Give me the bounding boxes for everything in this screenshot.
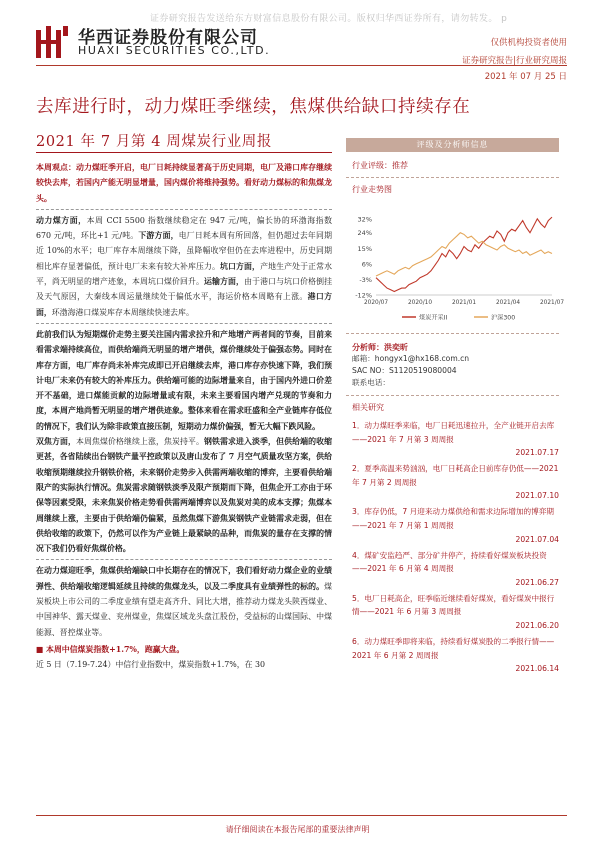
related-report-title[interactable]: 1．动力煤旺季来临，电厂日耗迅速拉升，全产业链开启去库——2021 年 7 月第 3 周周报 <box>352 421 555 444</box>
port-label: 港口方面， <box>36 292 332 317</box>
sidebar-header: 评级及分析师信息 <box>346 138 559 152</box>
related-report-title[interactable]: 5．电厂日耗高企，旺季临近继续看好煤炭，看好煤炭中报行情——2021 年 6 月第 3 周周报 <box>352 593 555 617</box>
subtitle-divider <box>36 152 332 153</box>
company-logo <box>36 26 70 58</box>
analyst-phone: 联系电话： <box>352 378 390 387</box>
bullet-icon: ■ <box>36 644 46 654</box>
section-divider <box>36 323 332 324</box>
related-report-title[interactable]: 4．煤矿安监趋严、部分矿井停产，持续看好煤炭板块投资——2021 年 6 月第 4 周周报 <box>352 550 547 574</box>
related-report[interactable] <box>346 462 559 502</box>
related-report-date: 2021.06.20 <box>515 620 559 630</box>
rating-value: 推荐 <box>392 161 408 170</box>
thermal-coal-text: 本周 CCI 5500 指数继续稳定在 947 元/吨，偏长协的环渤海指数 670 元/吨，环比+1 元/吨。 <box>36 215 332 241</box>
index-bullet-text: 本周中信煤炭指数+1.7%，跑赢大盘。 <box>45 644 185 654</box>
sidebar-divider <box>346 177 559 178</box>
related-report[interactable] <box>346 505 559 545</box>
transport-label: 运输方面， <box>204 277 245 287</box>
x-tick-label: 2020/10 <box>407 300 433 306</box>
rating-label: 行业评级： <box>352 161 392 170</box>
analyst-email[interactable]: 邮箱：hongyx1@hx168.com.cn <box>352 354 470 363</box>
index-text: 近 5 日（7.19-7.24）中信行业指数中，煤炭指数+1.7%，在 30 <box>36 660 266 670</box>
index-paragraph <box>36 657 332 672</box>
coking-coal-paragraph <box>36 434 332 556</box>
y-tick-label: 24% <box>357 229 372 238</box>
downstream-text: 电厂日耗本周有所回落，但仍超过去年同期近 10%的水平；电厂库存本周继续下降，虽降幅收窄但仍在去库进程中，历史同期相比库存显著偏低，预计电厂未来有较大补库压力。 <box>36 231 332 271</box>
pithead-label: 坑口方面， <box>220 261 261 271</box>
series-line <box>376 233 552 276</box>
pithead-text: 产地生产处于正常水平，尚无明显的增产迹象，本周坑口煤价回升。 <box>36 261 332 287</box>
outlook-paragraph <box>36 327 332 434</box>
analyst-sac: SAC NO：S1120519080004 <box>352 366 457 375</box>
related-report[interactable] <box>346 549 559 589</box>
y-tick-label: -12% <box>355 291 372 300</box>
sidebar-divider <box>346 333 559 334</box>
analyst-name: 洪奕昕 <box>384 343 408 352</box>
analyst-label: 分析师： <box>352 343 384 352</box>
sidebar-divider <box>346 395 559 396</box>
recommendation-text: 煤炭板块上市公司的二季度业绩有望走高齐升、同比大增，推荐动力煤龙头陕西煤业、中国神华、露天煤业、兖州煤业，焦煤区域龙头盘江股份，受益标的山煤国际、中煤能源、晋控煤业等。 <box>36 581 332 637</box>
downstream-label: 下游方面， <box>138 231 179 241</box>
section-divider <box>36 209 332 210</box>
watermark: 证券研究报告发送给东方财富信息股份有限公司。版权归华西证券所有，请勿转发。 p <box>150 14 508 24</box>
report-subtitle: 2021 年 7 月第 4 周煤炭行业周报 <box>36 134 272 150</box>
y-tick-label: -3% <box>359 275 372 284</box>
recommendation-paragraph <box>36 563 332 639</box>
x-tick-label: 2021/01 <box>451 300 477 306</box>
report-title: 去库进行时，动力煤旺季继续，焦煤供给缺口持续存在 <box>36 97 471 117</box>
x-tick-label: 2020/07 <box>363 300 389 306</box>
transport-text: 由于港口与坑口价格倒挂及天气原因，大秦线本周运量继续处于偏低水平，海运价格本周略有上涨。 <box>36 277 332 302</box>
y-tick-label: 6% <box>361 260 372 269</box>
thermal-coal-paragraph <box>36 213 332 320</box>
header-divider <box>36 65 567 66</box>
company-name-cn: 华西证券股份有限公司 <box>78 28 258 48</box>
coking-coal-label: 双焦方面， <box>36 437 77 447</box>
main-content <box>36 160 332 673</box>
coking-coal-bold: 钢铁需求进入淡季，但供给端的收缩更甚，各省陆续出台钢铁产量平控政策以及唐山发布了 7 月空气质量攻坚方案，供给收缩预期继续拉升钢铁价格，未来钢价走势步入供需两端收缩的博弈，主要看供给端限产的实际执行情况。焦炭需求随钢铁淡季及限产预期而下降，但焦企开工亦由于环保等因素受限，未来焦炭价格走势看供需两端博弈以及焦炭对美的成本支撑；焦煤本周继续上涨，主要由于供给端仍偏紧，虽然焦煤下游焦炭钢铁产业链需求走弱，但在供给收缩的政策下，仍然可以作为产业链上最紧缺的品种，而焦炭的量存在支撑的情况下我们仍看好焦煤价格。 <box>36 437 332 554</box>
x-tick-label: 2021/04 <box>495 300 521 306</box>
thermal-coal-label: 动力煤方面， <box>36 215 87 225</box>
x-tick-label: 2021/07 <box>539 300 565 306</box>
related-report[interactable] <box>346 635 559 675</box>
outlook-text: 此前我们认为短期煤价走势主要关注国内需求拉升和产地增产两者间的节奏，目前来看需求端持续高位，而供给端尚无明显的增产增供，煤价继续处于偏强态势。同时在库存方面，电厂库存尚未补库完成即已开启继续去库，港口库存亦快速下降，我们预计电厂未来仍有较大的补库压力。供给端可能的边际增量来自，由于国内外进口价差开不基础，进口煤能贡献的边际增量或有限，未来主要看国内增产兑现的节奏和力度，本周产地尚暂无明显的增产增供迹象。整体来看在需求旺盛和全产业链库存低位的情况下，我们认为除非政策直接压制，短期动力煤价偏强，暂无大幅下跌风险。 <box>36 329 332 431</box>
y-tick-label: 15% <box>357 244 372 253</box>
related-report-title[interactable]: 6．动力煤旺季即将来临，持续看好煤炭股的二季报行情——2021 年 6 月第 2 周周报 <box>352 636 555 660</box>
recommendation-bold: 在动力煤迎旺季，焦煤供给端缺口中长期存在的情况下，我们看好动力煤企业的业绩弹性、供给端收缩逻辑延续且持续的焦煤龙头，以及二季度具有业绩弹性的标的。 <box>36 566 332 591</box>
related-report-date: 2021.07.04 <box>515 534 559 544</box>
related-research-list <box>346 419 559 675</box>
related-research-title: 相关研究 <box>352 403 384 412</box>
footer-divider <box>36 815 567 816</box>
port-text: 环渤海港口煤炭库存本周继续快速去库。 <box>51 307 194 317</box>
summary-paragraph <box>36 160 332 206</box>
summary-label: 本周观点： <box>36 163 77 172</box>
related-report-date: 2021.07.17 <box>515 448 559 458</box>
sidebar <box>346 138 565 678</box>
coking-coal-text: 本周焦煤价格继续上涨，焦炭持平。 <box>76 437 205 447</box>
legend-label: 沪深300 <box>491 314 516 322</box>
section-divider <box>36 559 332 560</box>
related-report-date: 2021.06.14 <box>515 664 559 674</box>
series-line <box>376 217 552 291</box>
legal-notice[interactable]: 请仔细阅读在本报告尾部的重要法律声明 <box>225 825 370 834</box>
related-report-title[interactable]: 3．库存仍低，7 月迎来动力煤供给和需求边际增加的博弈期——2021 年 7 月第 1 周周报 <box>352 507 554 530</box>
summary-text: 动力煤旺季开启，电厂日耗持续显著高于历史同期，电厂及港口库存继续较快去库，若国内产能无明显增量，国内煤价将维持强势。看好动力煤标的和焦煤龙头。 <box>36 163 332 203</box>
industry-rating <box>352 160 559 171</box>
company-name-en: HUAXI SECURITIES CO.,LTD. <box>78 44 271 57</box>
legend-label: 煤炭开采II <box>419 314 448 322</box>
y-tick-label: 32% <box>357 215 372 224</box>
analyst <box>352 342 559 353</box>
index-bullet <box>36 642 332 657</box>
audience-note: 仅供机构投资者使用 <box>490 38 567 48</box>
report-date: 2021 年 07 月 25 日 <box>484 72 567 82</box>
related-report[interactable] <box>346 592 559 632</box>
related-report-date: 2021.06.27 <box>515 577 559 587</box>
industry-trend-chart <box>346 199 565 327</box>
related-report[interactable] <box>346 419 559 459</box>
chart-title: 行业走势图 <box>352 185 392 194</box>
report-type: 证券研究报告|行业研究周报 <box>462 56 567 66</box>
related-report-title[interactable]: 2．夏季高温来势汹汹，电厂日耗高企日前库存仍低——2021 年 7 月第 2 周周报 <box>352 464 559 487</box>
related-report-date: 2021.07.10 <box>515 491 559 501</box>
